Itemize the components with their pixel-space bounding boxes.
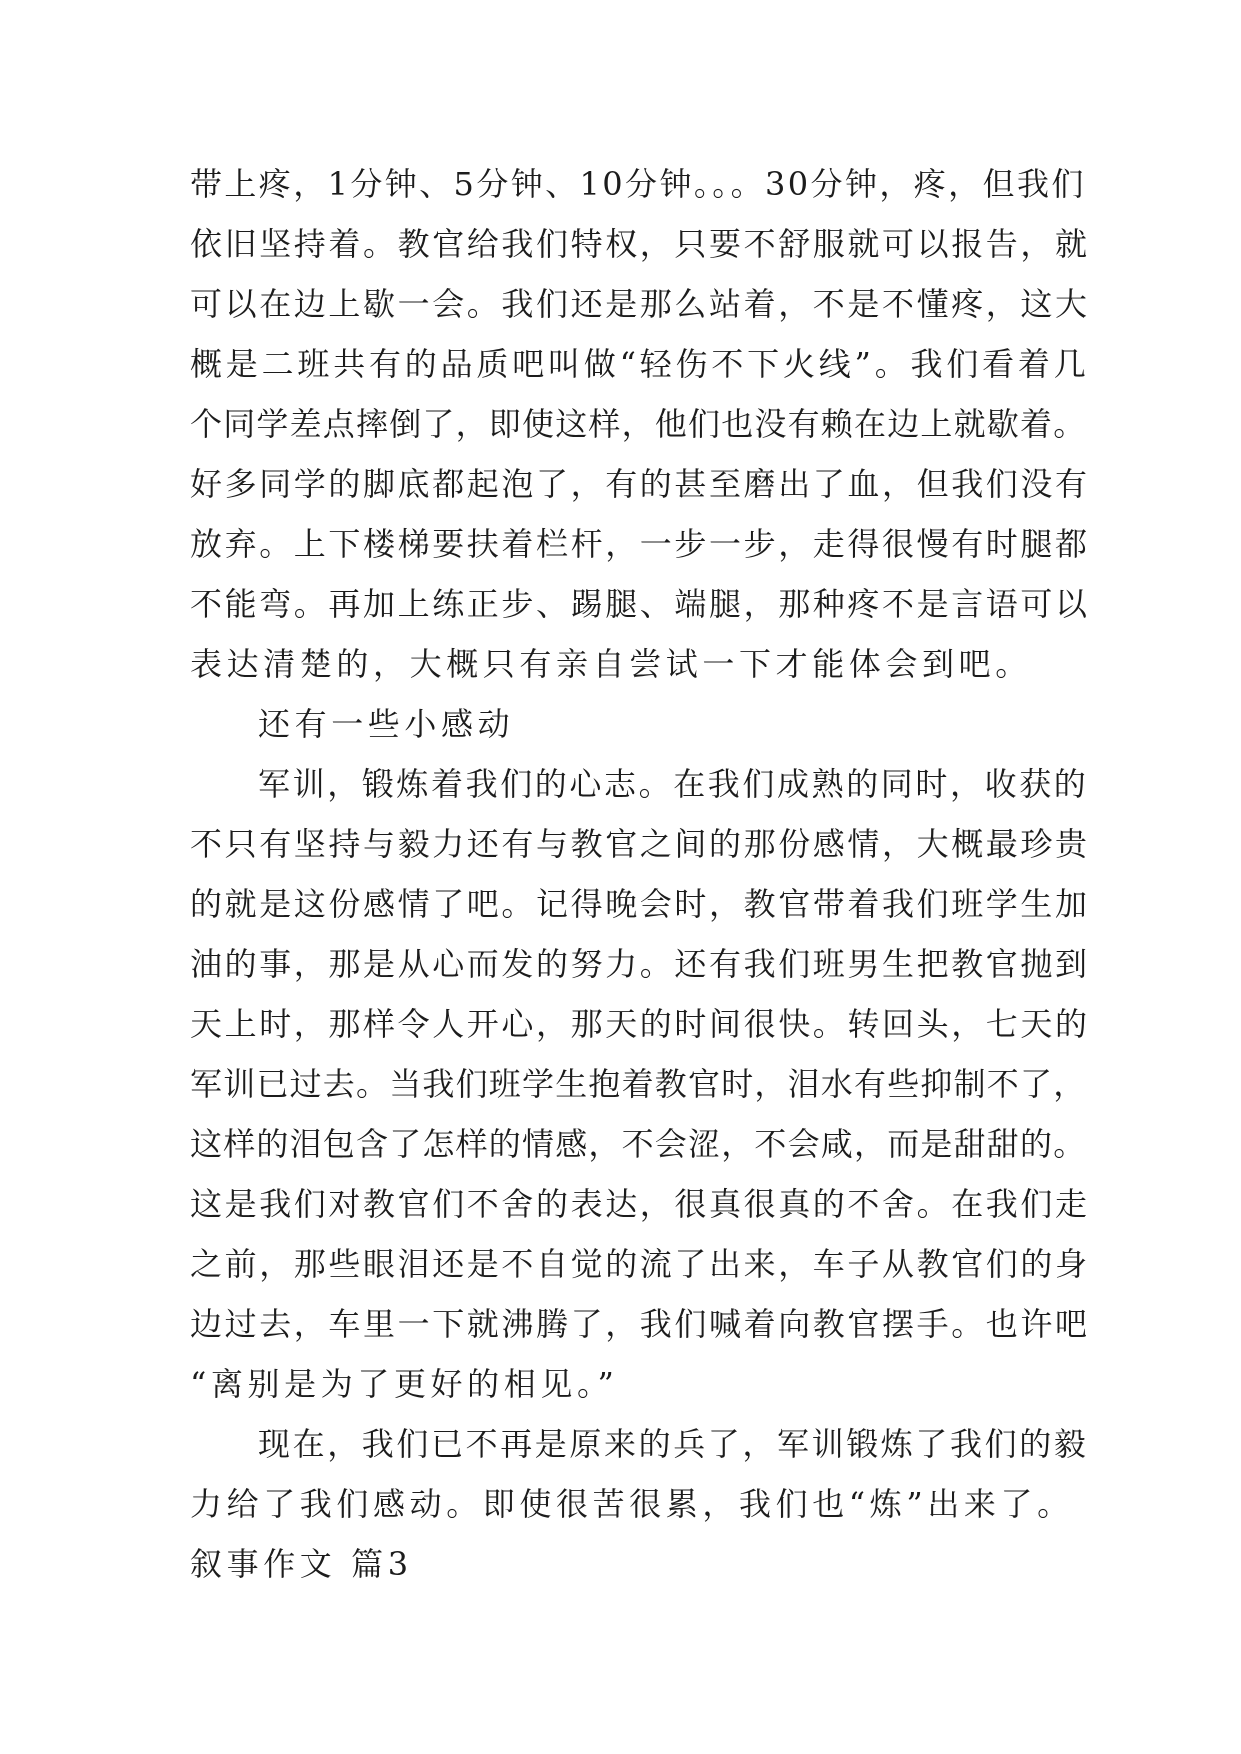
text-line: “离别是为了更好的相见。”	[190, 1365, 619, 1403]
section-heading: 叙事作文 篇3	[190, 1545, 413, 1583]
text-line: 好多同学的脚底都起泡了，有的甚至磨出了血，但我们没有	[190, 465, 1090, 503]
text-line: 个同学差点摔倒了，即使这样，他们也没有赖在边上就歇着。	[190, 405, 1087, 443]
text-line: 边过去，车里一下就沸腾了，我们喊着向教官摆手。也许吧	[190, 1305, 1090, 1343]
text-line: 概是二班共有的品质吧叫做“轻伤不下火线”。我们看着几	[190, 345, 1090, 383]
text-line: 的就是这份感情了吧。记得晚会时，教官带着我们班学生加	[190, 885, 1090, 923]
text-line: 天上时，那样令人开心，那天的时间很快。转回头，七天的	[190, 1005, 1090, 1043]
text-line: 这是我们对教官们不舍的表达，很真很真的不舍。在我们走	[190, 1185, 1090, 1223]
text-line: 依旧坚持着。教官给我们特权，只要不舒服就可以报告，就	[190, 225, 1090, 263]
text-line: 表达清楚的，大概只有亲自尝试一下才能体会到吧。	[190, 645, 1032, 683]
text-line: 放弃。上下楼梯要扶着栏杆，一步一步，走得很慢有时腿都	[190, 525, 1090, 563]
text-line: 军训，锻炼着我们的心志。在我们成熟的同时，收获的	[258, 765, 1089, 803]
text-line: 力给了我们感动。即使很苦很累，我们也“炼”出来了。	[190, 1485, 1074, 1523]
text-line: 油的事，那是从心而发的努力。还有我们班男生把教官抛到	[190, 945, 1090, 983]
text-line: 带上疼，1分钟、5分钟、10分钟。。。30分钟，疼，但我们	[190, 165, 1086, 203]
text-line: 之前，那些眼泪还是不自觉的流了出来，车子从教官们的身	[190, 1245, 1090, 1283]
text-line: 这样的泪包含了怎样的情感，不会涩，不会咸，而是甜甜的。	[190, 1125, 1087, 1163]
text-line: 不能弯。再加上练正步、踢腿、端腿，那种疼不是言语可以	[190, 585, 1090, 623]
text-line: 可以在边上歇一会。我们还是那么站着，不是不懂疼，这大	[190, 285, 1090, 323]
section-subheading: 还有一些小感动	[258, 705, 515, 743]
text-line: 现在，我们已不再是原来的兵了，军训锻炼了我们的毅	[258, 1425, 1089, 1463]
text-line: 不只有坚持与毅力还有与教官之间的那份感情，大概最珍贵	[190, 825, 1090, 863]
text-line: 军训已过去。当我们班学生抱着教官时，泪水有些抑制不了，	[190, 1065, 1087, 1103]
